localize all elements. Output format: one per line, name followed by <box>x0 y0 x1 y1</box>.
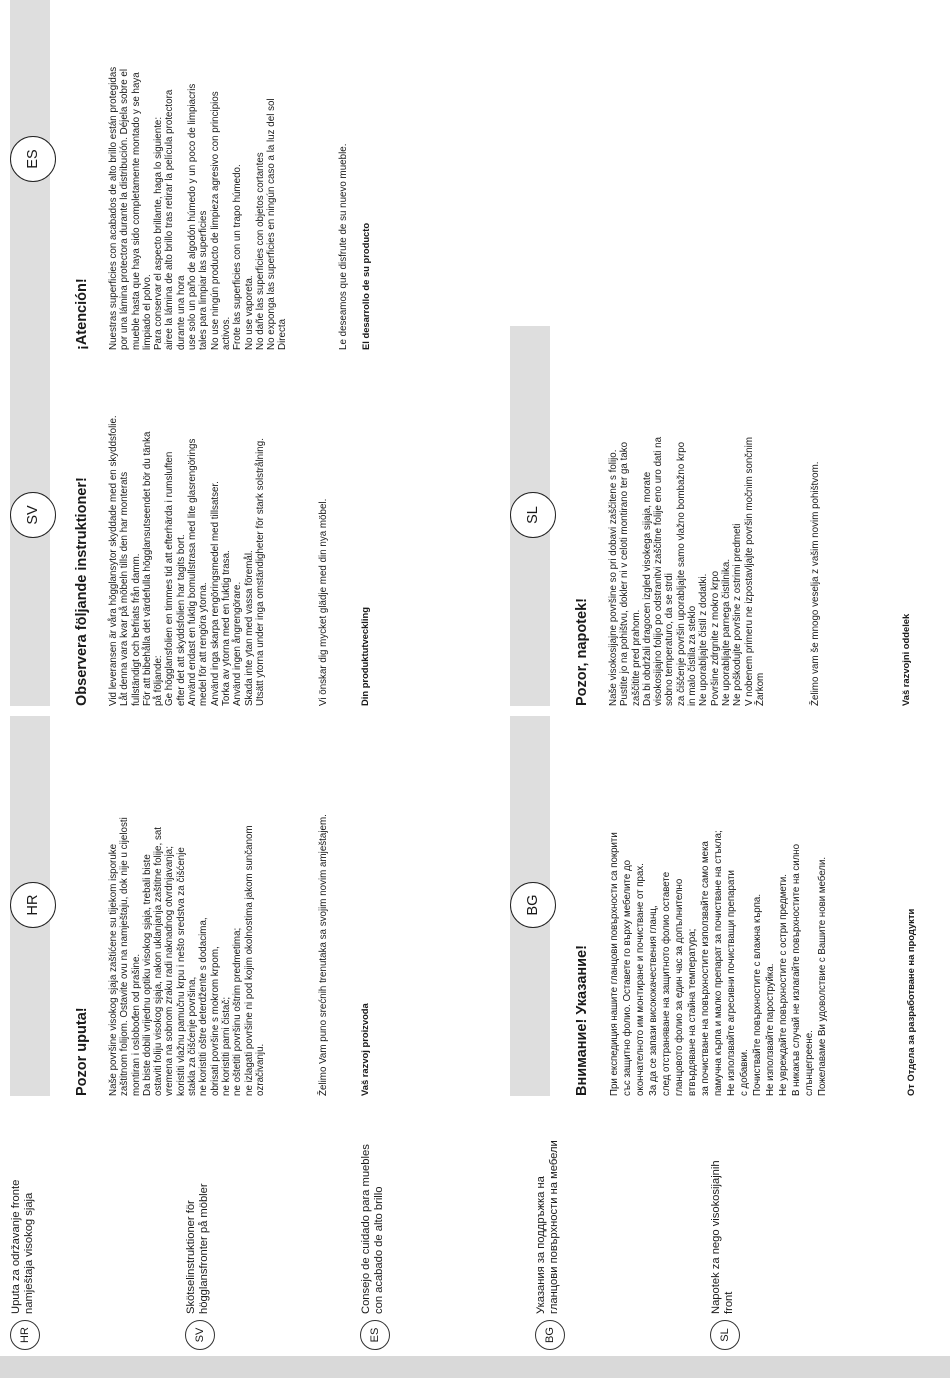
body-line: Ne uporabljajte čistil z dodatki. <box>698 573 710 706</box>
panel-sv <box>10 326 370 706</box>
body-line: след отстраняване на защитното фолио оставете <box>661 871 672 1096</box>
panel-signature: Vaš razvoj proizvoda <box>359 1003 370 1096</box>
panel-wish: Vi önskar dig mycket glädje med din nya möbel. <box>318 498 329 706</box>
panel-hr <box>10 716 370 1096</box>
body-line: Låt denna vara kvar på möbeln tills den har monterats <box>119 471 131 706</box>
body-line: Vid leveransen är våra högglansytor skyddade med en skyddsfolie. <box>108 415 119 706</box>
index-title-bg: Указания за поддръжка на гланцови повърхности на мебели <box>535 1140 560 1314</box>
panel-wish: Želimo Vam puno srećnih trenutaka sa svojim novim amještajem. <box>318 814 329 1096</box>
body-line: със защитно фолио. Оставете го върху мебелите до <box>622 860 633 1096</box>
body-line: ne oštetiti površinu oštrim predmetima; <box>232 927 244 1096</box>
body-line: No dañe las superficies con objetos cortantes <box>254 152 266 350</box>
body-line: limpiado el polvo. <box>141 274 153 350</box>
body-line: ostaviti foliju visokog sjaja, nakon uklanjanja zaštitne folije, sat <box>153 826 165 1096</box>
panel-es <box>10 0 371 350</box>
body-line: ne koristiti oštre deterdžente s dodacima, <box>198 917 210 1096</box>
body-line: Nuestras superficies con acabados de alto brillo están protegidas <box>108 66 119 350</box>
body-line: памучна кърпа и малко препарат за почистване на стъкла; <box>713 830 724 1096</box>
panel-signature: El desarrollo de su producto <box>360 222 371 350</box>
panel-body <box>108 0 289 350</box>
language-badge-bg-large: BG <box>510 882 556 928</box>
body-line: tales para limpiar las superficies <box>198 210 210 350</box>
body-line: Använd ingen ångrengörare. <box>232 581 244 706</box>
panel-signature: От Отдела за разработване на продукти <box>905 908 916 1096</box>
panel-signature: Din produktutveckling <box>359 607 370 706</box>
panel-wish: Želimo vam še mnogo veselja z vašim novim pohištvom. <box>810 461 821 706</box>
body-line: Directa <box>277 318 289 350</box>
body-line: В никакъв случай не излагайте повърхностите на силно <box>791 843 802 1096</box>
body-line: Не увреждайте повърхностите с остри предмети. <box>778 874 789 1096</box>
body-line: При експедиция нашите гланцови повърхности са покрити <box>609 832 620 1096</box>
body-line: za čiščenje površin uporabljajte samo vlažno bombažno krpo <box>675 441 687 706</box>
body-line: sobno temperaturo, da se strdi <box>664 573 676 706</box>
index-title-sv: Skötselinstruktioner för högglansfronter på möbler <box>185 1183 210 1314</box>
body-line: ozračivanju. <box>254 1043 266 1096</box>
body-line: Torka av ytorna med en fuktig trasa. <box>220 550 232 706</box>
panel-heading: Pozor uputa! <box>74 1007 90 1096</box>
panel-body <box>608 326 766 706</box>
panel-heading: ¡Atención! <box>74 278 90 350</box>
body-line: Utsätt ytorna under inga omständigheter för stark solstrålning. <box>254 438 266 706</box>
panel-signature: Vaš razvojni oddelek <box>900 613 911 706</box>
body-line: Почиствайте повърхностите с влажна кърпа. <box>752 893 763 1096</box>
body-line: Da bi obdržali dragocen izgled visokega sijaja, morate <box>641 471 653 706</box>
body-line: Skada inte ytan med vassa föremål. <box>243 550 255 706</box>
language-badge-es-large: ES <box>10 136 56 182</box>
panel-bg <box>510 716 930 1096</box>
language-badge-sv-large: SV <box>10 492 56 538</box>
body-line: No use ningún producto de limpieza agresivo con principios <box>209 91 221 350</box>
strip-grey-band <box>0 1356 950 1378</box>
body-line: No exponga las superficies en ningún caso a la luz del sol <box>266 98 278 350</box>
panel-body <box>108 326 266 706</box>
index-title-hr: Uputa za održavanje fronte namještaja visokog sjaja <box>10 1179 35 1314</box>
body-line: гланцовото фолио за един час за допълнително <box>674 878 685 1096</box>
language-badge-bg: BG <box>535 1320 565 1350</box>
body-line: окончателното им монтиране и почистване от прах. <box>635 863 646 1096</box>
body-line: use solo un paño de algodón húmedo y un poco de limpiacris <box>187 83 199 350</box>
index-title-es: Consejo de cuidado para muebles con acabado de alto brillo <box>360 1144 385 1314</box>
body-line: durante una hora <box>175 275 187 350</box>
body-line: Žarkom <box>754 672 766 706</box>
body-line: mueble hasta que haya sido completamente montado y se haya <box>130 72 142 350</box>
body-line: с добавки. <box>739 1049 750 1096</box>
panel-heading: Pozor, napotek! <box>574 598 590 706</box>
language-badge-sl: SL <box>710 1320 740 1350</box>
panel-body <box>608 716 829 1096</box>
panel-heading: Внимание! Указание! <box>574 945 590 1096</box>
body-line: på följande: <box>153 655 165 706</box>
body-line: Površine zdrgnite z mokro krpo <box>709 570 721 706</box>
body-line: Para conservar el aspecto brillante, haga lo siguiente: <box>153 116 165 350</box>
language-badge-hr: HR <box>10 1320 40 1350</box>
body-line: in malo čistila za steklo <box>687 605 699 706</box>
body-line: obrisati površine s mokrom krpom, <box>209 946 221 1096</box>
body-line: Пожелаваме Ви удоволствие с Вашите нови мебели. <box>817 856 828 1096</box>
index-title-sl: Napotek za nego visokosijajnih front <box>710 1160 735 1314</box>
language-badge-es: ES <box>360 1320 390 1350</box>
body-line: Ge högglansfolien en timmes tid att efterhärda i rumsluften <box>164 451 176 706</box>
body-line: Naše površine visokog sjaja zaštićene su tijekom isporuke <box>108 843 119 1096</box>
body-line: V nobenem primeru ne izpostavljajte površin močnim sončnim <box>743 437 755 706</box>
panel-heading: Observera följande instruktioner! <box>74 477 90 706</box>
language-badge-sv: SV <box>185 1320 215 1350</box>
body-line: por una lámina protectora durante la distribución. Déjela sobre el <box>119 68 131 350</box>
body-line: Använd inga skarpa rengöringsmedel med tillsatser. <box>209 481 221 706</box>
body-line: zaštitnom folijom. Ostavite ovu na namještaju, dok nije u cijelosti <box>119 817 131 1096</box>
body-line: fullständigt och befriats från damm. <box>130 553 142 706</box>
language-index-strip <box>0 1128 950 1378</box>
body-line: ne izlagati površine ni pod kojim okolnostima jakom sunčanom <box>243 825 255 1096</box>
body-line: koristiti vlažnu pamučnu krpu i nešto sredstva za čišćenje <box>175 847 187 1096</box>
body-line: efter det att skyddsfolien har tagits bort. <box>175 534 187 706</box>
body-line: vremena na sobnom zraku radi naknadnog otvrdnjavanja; <box>164 846 176 1096</box>
panel-body <box>108 716 266 1096</box>
body-line: activos. <box>220 316 232 350</box>
body-line: Använd endast en fuktig bomullstrasa med lite glasrengörings <box>187 438 199 706</box>
body-line: visokosijajno folijo po odstranitvi zaščitne folije eno uro dati na <box>653 436 665 706</box>
body-line: Naše visokosijajne površine so pri dobavi zaščitene s folijo. <box>608 449 619 706</box>
body-line: medel för att rengöra ytorna. <box>198 582 210 706</box>
body-line: montiran i oslobođen od prašine. <box>130 953 142 1096</box>
body-line: Ne uporabljajte parnega čistilnika. <box>720 558 732 706</box>
panel-wish: Le deseamos que disfrute de su nuevo mueble. <box>338 143 349 350</box>
body-line: слънцегреене. <box>804 1030 815 1096</box>
body-line: Da biste dobili vrijednu optiku visokog sjaja, trebali biste <box>141 854 153 1096</box>
body-line: втвърдяване на стайна температура; <box>687 928 698 1096</box>
language-badge-sl-large: SL <box>510 492 556 538</box>
body-line: Pustite jo na pohištvu, dokler ni v celoti montirano ter ga tako <box>619 441 631 706</box>
body-line: zaščitite pred prahom. <box>630 609 642 706</box>
body-line: För att bibehålla det värdefulla högglansutseendet bör du tänka <box>141 431 153 706</box>
body-line: airee la lámina de alto brillo tras retirar la película protectora <box>164 89 176 350</box>
body-line: stakla za čišćenje površina, <box>187 976 199 1096</box>
body-line: Frote las superficies con un trapo húmedo. <box>232 164 244 350</box>
body-line: Ne poškodujte površine z ostrimi predmeti <box>732 523 744 706</box>
body-line: Не използвайте агресивни почистващи препарати <box>726 870 737 1096</box>
body-line: No use vaporeta. <box>243 275 255 350</box>
body-line: за почистване на повърхностите използвайте само мека <box>700 841 711 1096</box>
body-line: Не използвайте пароструйка. <box>765 963 776 1096</box>
body-line: За да се запази висококачествения гланц, <box>648 905 659 1096</box>
panel-sl <box>510 326 930 706</box>
body-line: ne koristiti parni čistač; <box>220 996 232 1096</box>
language-badge-hr-large: HR <box>10 882 56 928</box>
